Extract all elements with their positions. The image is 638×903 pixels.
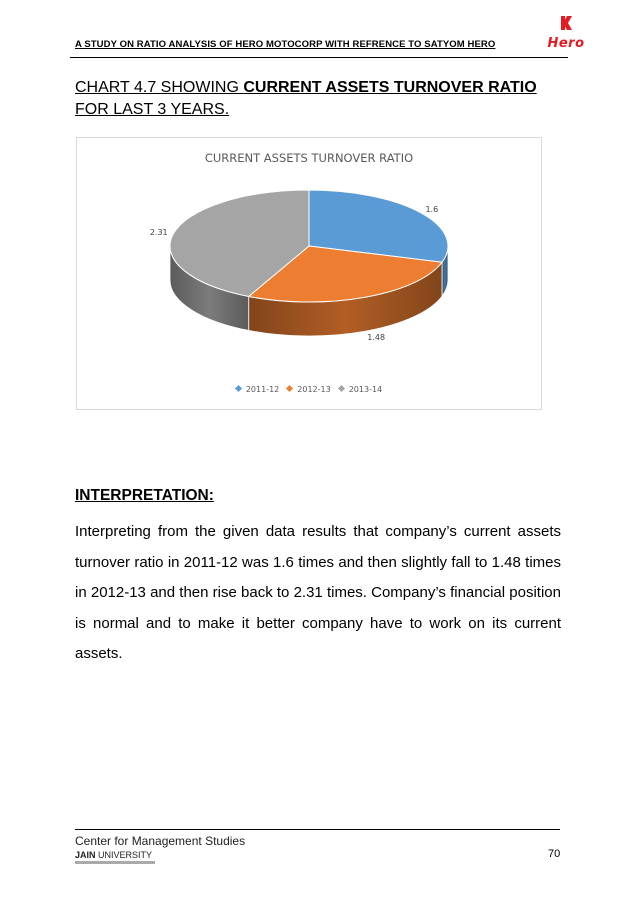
data-label-2012-13: 1.48 <box>367 332 386 342</box>
chart-caption <box>75 77 565 121</box>
pie-chart <box>76 137 542 410</box>
pie-chart-svg <box>77 138 541 409</box>
chart-caption-strong: CURRENT ASSETS TURNOVER RATIO <box>243 79 537 96</box>
hero-logo-text: Hero <box>547 36 585 51</box>
legend-item-2011-12 <box>236 385 279 394</box>
header-rule <box>70 57 568 58</box>
footer-organization: Center for Management Studies <box>75 834 246 848</box>
legend-item-2012-13 <box>287 385 330 394</box>
hero-logo <box>541 12 591 58</box>
data-label-2013-14: 2.31 <box>149 228 168 238</box>
chart-caption-suffix: FOR LAST 3 YEARS. <box>75 101 230 118</box>
page-number: 70 <box>548 848 561 860</box>
chart-title: CURRENT ASSETS TURNOVER RATIO <box>204 151 414 165</box>
footer-tagline-mark <box>75 861 155 864</box>
chart-caption-prefix: CHART 4.7 SHOWING <box>75 79 244 96</box>
legend-label: 2011-12 <box>245 385 280 394</box>
running-header-title: A STUDY ON RATIO ANALYSIS OF HERO MOTOCORP WITH REFRENCE TO SATYOM HERO <box>75 39 496 50</box>
interpretation-body: Interpreting from the given data results that company’s current assets turnover ratio in 2011-12 was 1.6 times and then slightly fall to 1.48 times in 2012-13 and then rise back to 2.31 times. Company’s financial position is normal and to make it better company have to work on its current assets. <box>75 523 561 662</box>
footer-university-bold: JAIN <box>75 850 96 860</box>
footer-university <box>75 850 152 860</box>
hero-logo-icon <box>541 12 591 36</box>
legend-swatch-icon <box>338 385 345 392</box>
legend-swatch-icon <box>286 385 293 392</box>
legend-item-2013-14 <box>339 385 382 394</box>
footer-rule <box>75 829 560 830</box>
legend-label: 2013-14 <box>348 385 383 394</box>
interpretation-heading: INTERPRETATION: <box>75 487 214 504</box>
footer-university-rest: UNIVERSITY <box>95 850 153 860</box>
chart-legend <box>77 385 541 394</box>
legend-label: 2012-13 <box>297 385 331 394</box>
data-label-2011-12: 1.6 <box>425 205 439 215</box>
legend-swatch-icon <box>235 385 242 392</box>
